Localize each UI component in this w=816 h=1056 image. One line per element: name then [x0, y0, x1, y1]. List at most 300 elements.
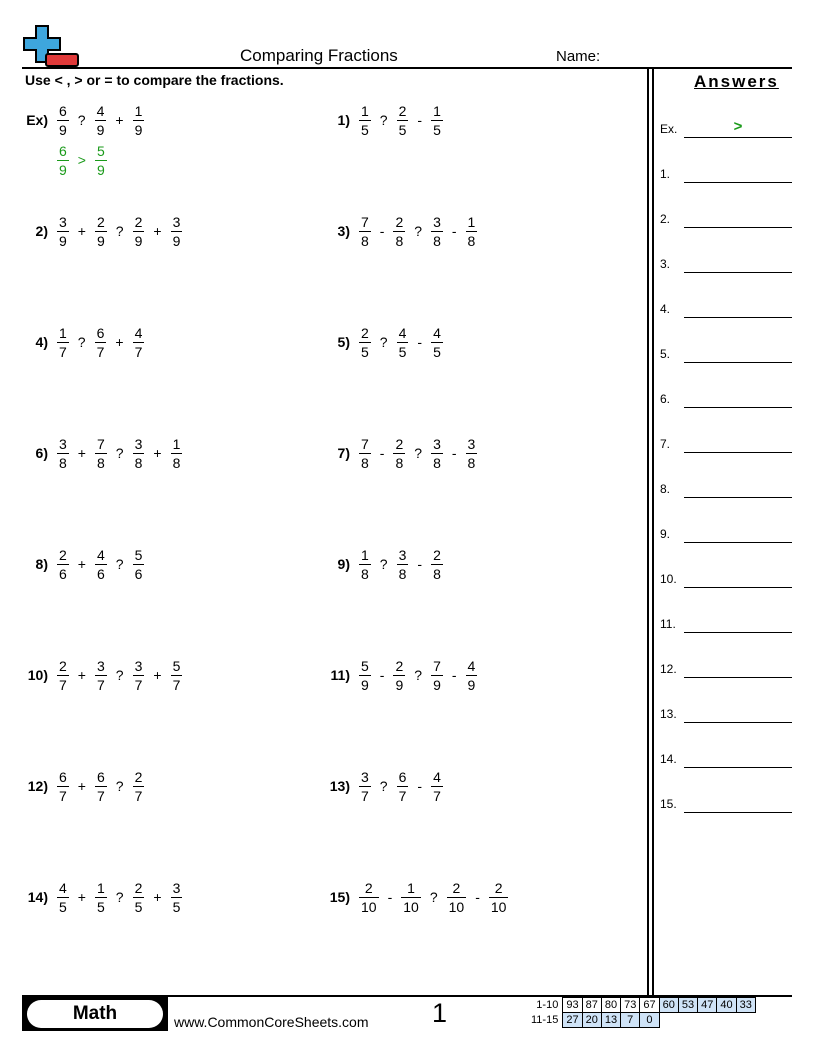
- fraction: [57, 214, 69, 249]
- denominator: 10: [361, 898, 377, 915]
- worksheet-title: Comparing Fractions: [240, 46, 398, 65]
- numerator: 3: [172, 213, 181, 230]
- numerator: 3: [59, 213, 67, 230]
- denominator: 7: [96, 343, 105, 360]
- fraction: [57, 547, 69, 582]
- numerator: 2: [494, 879, 503, 896]
- fraction-bar: [133, 675, 145, 676]
- numerator: 6: [96, 768, 105, 785]
- problem-12: [22, 764, 147, 808]
- score-range-label: 1-10: [536, 999, 559, 1011]
- fraction-bar: [393, 231, 405, 232]
- operator: -: [451, 223, 457, 239]
- numerator: 3: [467, 435, 476, 452]
- score-cell: 53: [678, 998, 697, 1013]
- problem-3: [324, 209, 480, 253]
- instructions: Use < , > or = to compare the fractions.: [25, 72, 284, 88]
- answer-label: 6.: [660, 392, 671, 406]
- operator: ?: [379, 112, 388, 128]
- numerator: 3: [433, 435, 441, 452]
- denominator: 5: [433, 121, 441, 138]
- denominator: 5: [361, 121, 369, 138]
- denominator: 7: [59, 787, 67, 804]
- operator: -: [417, 112, 423, 128]
- denominator: 7: [59, 676, 67, 693]
- fraction: [171, 658, 183, 693]
- fraction-bar: [431, 564, 443, 565]
- denominator: 6: [134, 565, 143, 582]
- fraction: [95, 103, 107, 138]
- fraction: [359, 436, 371, 471]
- fraction-bar: [359, 342, 371, 343]
- answer-line[interactable]: [684, 272, 792, 273]
- answer-line[interactable]: [684, 137, 792, 138]
- fraction-bar: [95, 786, 107, 787]
- score-cell: 93: [563, 998, 582, 1013]
- answer-row: [660, 568, 792, 588]
- problem-number: 11): [330, 667, 350, 683]
- fraction: [397, 325, 409, 360]
- fraction: [359, 214, 371, 249]
- fraction-bar: [57, 675, 69, 676]
- numerator: 6: [59, 102, 67, 119]
- fraction: [393, 658, 405, 693]
- answer-line[interactable]: [684, 587, 792, 588]
- score-cell: 33: [736, 998, 755, 1013]
- numerator: 1: [433, 102, 441, 119]
- operator: ?: [115, 889, 124, 905]
- fraction-bar: [95, 453, 107, 454]
- problem-6: [22, 431, 185, 475]
- problem-5: [324, 320, 446, 364]
- fraction-bar: [397, 120, 409, 121]
- answer-row: [660, 118, 792, 138]
- problem-number: 8): [35, 556, 48, 572]
- numerator: 2: [398, 102, 407, 119]
- fraction: [133, 214, 145, 249]
- problem-number: 1): [337, 112, 350, 128]
- numerator: 2: [134, 213, 143, 230]
- site-url: www.CommonCoreSheets.com: [174, 1014, 369, 1030]
- score-cell: 7: [621, 1013, 640, 1028]
- answer-row: [660, 703, 792, 723]
- operator: +: [115, 112, 124, 128]
- numerator: 4: [96, 102, 105, 119]
- fraction: [57, 658, 69, 693]
- fraction-bar: [171, 231, 183, 232]
- fraction: [57, 325, 69, 360]
- fraction-bar: [95, 120, 107, 121]
- answer-row: [660, 793, 792, 813]
- numerator: 7: [96, 435, 105, 452]
- fraction: [133, 103, 145, 138]
- operator: -: [475, 889, 480, 905]
- fraction-bar: [133, 231, 145, 232]
- denominator: 5: [96, 898, 105, 915]
- fraction-bar: [95, 564, 107, 565]
- fraction-bar: [359, 786, 371, 787]
- answer-line[interactable]: [684, 452, 792, 453]
- answer-line[interactable]: [684, 632, 792, 633]
- numerator: 2: [134, 879, 143, 896]
- denominator: 5: [398, 121, 407, 138]
- numerator: 3: [96, 657, 105, 674]
- numerator: 3: [433, 213, 441, 230]
- numerator: 2: [364, 879, 373, 896]
- score-cell: 40: [717, 998, 736, 1013]
- operator: ?: [115, 556, 124, 572]
- fraction: [393, 214, 405, 249]
- answer-line[interactable]: [684, 722, 792, 723]
- numerator: 2: [59, 657, 67, 674]
- problem-15: [324, 875, 511, 919]
- fraction-bar: [95, 342, 107, 343]
- fraction: [95, 436, 107, 471]
- denominator: 9: [96, 232, 105, 249]
- fraction-bar: [447, 897, 467, 898]
- numerator: 1: [467, 213, 476, 230]
- problem-11: [324, 653, 480, 697]
- operator: -: [417, 778, 423, 794]
- problem-14: [22, 875, 185, 919]
- numerator: 3: [59, 435, 67, 452]
- numerator: 3: [172, 879, 181, 896]
- denominator: 10: [490, 898, 507, 915]
- denominator: 8: [433, 565, 441, 582]
- fraction: [359, 103, 371, 138]
- operator: +: [77, 889, 86, 905]
- fraction: [447, 880, 467, 915]
- score-cell: 20: [582, 1013, 601, 1028]
- fraction-bar: [489, 897, 509, 898]
- numerator: 2: [134, 768, 143, 785]
- answers-title: Answers: [694, 72, 779, 91]
- fraction-bar: [133, 453, 145, 454]
- fraction: [431, 214, 443, 249]
- denominator: 9: [96, 161, 105, 178]
- numerator: 1: [172, 435, 181, 452]
- answer-line[interactable]: [684, 317, 792, 318]
- fraction-bar: [133, 897, 145, 898]
- fraction-bar: [57, 897, 69, 898]
- fraction-bar: [133, 342, 145, 343]
- answer-row: [660, 253, 792, 273]
- denominator: 8: [361, 454, 369, 471]
- denominator: 8: [467, 454, 476, 471]
- fraction-bar: [171, 675, 183, 676]
- fraction-bar: [466, 675, 478, 676]
- numerator: 4: [59, 879, 67, 896]
- fraction: [359, 658, 371, 693]
- operator: -: [379, 667, 385, 683]
- answer-label: 11.: [660, 617, 676, 631]
- fraction: [133, 325, 145, 360]
- fraction: [95, 325, 107, 360]
- fraction: [95, 214, 107, 249]
- numerator: 4: [398, 324, 407, 341]
- header-divider: [22, 67, 792, 69]
- fraction: [95, 658, 107, 693]
- fraction: [359, 325, 371, 360]
- problem-13: [324, 764, 446, 808]
- denominator: 7: [172, 676, 181, 693]
- numerator: 4: [433, 324, 441, 341]
- operator: ?: [414, 223, 423, 239]
- fraction-bar: [397, 786, 409, 787]
- denominator: 8: [433, 232, 441, 249]
- operator: ?: [115, 667, 124, 683]
- denominator: 6: [59, 565, 67, 582]
- numerator: 2: [395, 213, 404, 230]
- answer-line[interactable]: [684, 362, 792, 363]
- denominator: 8: [395, 454, 404, 471]
- score-cell: 73: [621, 998, 640, 1013]
- numerator: 4: [96, 546, 105, 563]
- problem-number: 2): [35, 223, 48, 239]
- answer-label: 5.: [660, 347, 671, 361]
- denominator: 8: [96, 454, 105, 471]
- answer-column-divider: [647, 67, 649, 996]
- fraction: [431, 103, 443, 138]
- operator: -: [417, 556, 423, 572]
- fraction: [171, 880, 183, 915]
- denominator: 7: [433, 787, 441, 804]
- subject-badge: Math: [27, 1000, 163, 1028]
- example-problem: [22, 98, 147, 142]
- numerator: 1: [59, 324, 67, 341]
- fraction-bar: [359, 564, 371, 565]
- numerator: 2: [433, 546, 441, 563]
- answer-row: [660, 523, 792, 543]
- answer-line[interactable]: [684, 677, 792, 678]
- denominator: 10: [448, 898, 465, 915]
- fraction-bar: [171, 897, 183, 898]
- answer-line[interactable]: [684, 407, 792, 408]
- fraction: [359, 769, 371, 804]
- fraction-bar: [133, 786, 145, 787]
- operator: ?: [115, 223, 124, 239]
- operator: ?: [414, 667, 423, 683]
- fraction: [57, 769, 69, 804]
- fraction: [95, 769, 107, 804]
- fraction-bar: [397, 564, 409, 565]
- denominator: 7: [361, 787, 369, 804]
- numerator: 1: [134, 102, 143, 119]
- problem-7: [324, 431, 480, 475]
- fraction-bar: [401, 897, 421, 898]
- score-cell: 80: [601, 998, 620, 1013]
- denominator: 7: [96, 787, 105, 804]
- answer-label: 3.: [660, 257, 671, 271]
- answer-line[interactable]: [684, 542, 792, 543]
- fraction: [171, 436, 183, 471]
- problem-9: [324, 542, 446, 586]
- minus-icon: [46, 54, 78, 66]
- answer-row: [660, 433, 792, 453]
- denominator: 9: [96, 121, 105, 138]
- fraction: [397, 103, 409, 138]
- denominator: 8: [361, 232, 369, 249]
- operator: +: [153, 223, 162, 239]
- denominator: 9: [467, 676, 476, 693]
- answer-label: 1.: [660, 167, 671, 181]
- numerator: 4: [433, 768, 441, 785]
- answer-label: 12.: [660, 662, 677, 676]
- answer-label: 7.: [660, 437, 671, 451]
- operator: +: [77, 223, 86, 239]
- answer-row: [660, 748, 792, 768]
- problem-1: [324, 98, 446, 142]
- numerator: 5: [172, 657, 181, 674]
- operator: +: [77, 667, 86, 683]
- name-label: Name:: [556, 48, 601, 65]
- fraction-bar: [95, 231, 107, 232]
- denominator: 8: [395, 232, 404, 249]
- fraction: [95, 143, 107, 178]
- fraction: [359, 547, 371, 582]
- denominator: 8: [467, 232, 476, 249]
- numerator: 7: [433, 657, 441, 674]
- answer-line[interactable]: [684, 182, 792, 183]
- operator: >: [77, 152, 86, 168]
- answer-label: 2.: [660, 212, 671, 226]
- answer-line[interactable]: [684, 227, 792, 228]
- fraction-bar: [431, 120, 443, 121]
- fraction: [95, 547, 107, 582]
- operator: -: [379, 223, 385, 239]
- denominator: 8: [361, 565, 369, 582]
- fraction: [133, 436, 145, 471]
- answer-label: 13.: [660, 707, 677, 721]
- problem-number: Ex): [26, 112, 48, 128]
- fraction: [133, 658, 145, 693]
- operator: ?: [379, 556, 388, 572]
- fraction-bar: [393, 453, 405, 454]
- denominator: 9: [172, 232, 181, 249]
- operator: -: [451, 667, 457, 683]
- fraction: [171, 214, 183, 249]
- fraction-bar: [57, 231, 69, 232]
- answer-row: [660, 163, 792, 183]
- operator: ?: [115, 778, 124, 794]
- denominator: 8: [59, 454, 67, 471]
- fraction: [431, 436, 443, 471]
- fraction: [57, 436, 69, 471]
- denominator: 7: [134, 343, 143, 360]
- numerator: 3: [134, 657, 143, 674]
- numerator: 5: [361, 657, 369, 674]
- denominator: 9: [134, 232, 143, 249]
- fraction-bar: [57, 564, 69, 565]
- fraction-bar: [57, 160, 69, 161]
- score-row: [528, 998, 755, 1013]
- denominator: 5: [398, 343, 407, 360]
- problem-number: 14): [27, 889, 48, 905]
- operator: +: [153, 667, 162, 683]
- problem-10: [22, 653, 185, 697]
- numerator: 1: [96, 879, 105, 896]
- denominator: 9: [59, 121, 67, 138]
- fraction-bar: [431, 453, 443, 454]
- answer-line[interactable]: [684, 497, 792, 498]
- numerator: 1: [361, 102, 369, 119]
- operator: -: [387, 889, 393, 905]
- score-cell: 67: [640, 998, 659, 1013]
- problem-2: [22, 209, 185, 253]
- answer-label: 14.: [660, 752, 677, 766]
- fraction-bar: [95, 897, 107, 898]
- score-cell: 47: [698, 998, 717, 1013]
- fraction-bar: [359, 675, 371, 676]
- problem-4: [22, 320, 147, 364]
- answer-value: >: [733, 118, 743, 135]
- numerator: 2: [96, 213, 105, 230]
- denominator: 10: [403, 898, 419, 915]
- fraction-bar: [57, 342, 69, 343]
- operator: +: [77, 445, 86, 461]
- fraction-bar: [95, 160, 107, 161]
- operator: ?: [379, 778, 388, 794]
- answer-line[interactable]: [684, 767, 792, 768]
- fraction: [431, 547, 443, 582]
- operator: +: [153, 445, 162, 461]
- page-number: 1: [432, 998, 448, 1028]
- denominator: 7: [59, 343, 67, 360]
- answer-label: 9.: [660, 527, 671, 541]
- numerator: 2: [452, 879, 461, 896]
- numerator: 7: [361, 435, 369, 452]
- fraction-bar: [393, 675, 405, 676]
- answer-row: [660, 613, 792, 633]
- fraction-bar: [466, 453, 478, 454]
- operator: ?: [414, 445, 423, 461]
- answer-line[interactable]: [684, 812, 792, 813]
- fraction: [57, 103, 69, 138]
- example-solution: [54, 138, 110, 182]
- denominator: 5: [172, 898, 181, 915]
- fraction: [466, 214, 478, 249]
- denominator: 9: [395, 676, 404, 693]
- denominator: 9: [361, 676, 369, 693]
- fraction: [431, 769, 443, 804]
- numerator: 5: [96, 142, 105, 159]
- numerator: 1: [407, 879, 415, 896]
- numerator: 3: [134, 435, 143, 452]
- numerator: 2: [361, 324, 369, 341]
- operator: ?: [379, 334, 388, 350]
- score-table: [528, 997, 756, 1028]
- fraction-bar: [359, 231, 371, 232]
- denominator: 8: [433, 454, 441, 471]
- problem-number: 12): [27, 778, 48, 794]
- fraction-bar: [431, 786, 443, 787]
- fraction: [133, 769, 145, 804]
- fraction: [431, 325, 443, 360]
- score-cell: 27: [563, 1013, 582, 1028]
- numerator: 4: [467, 657, 476, 674]
- score-row: [528, 1013, 755, 1028]
- fraction: [57, 880, 69, 915]
- denominator: 7: [134, 787, 143, 804]
- fraction-bar: [466, 231, 478, 232]
- fraction-bar: [431, 342, 443, 343]
- problem-8: [22, 542, 147, 586]
- denominator: 9: [433, 676, 441, 693]
- fraction: [95, 880, 107, 915]
- denominator: 9: [59, 232, 67, 249]
- operator: -: [379, 445, 385, 461]
- fraction-bar: [397, 342, 409, 343]
